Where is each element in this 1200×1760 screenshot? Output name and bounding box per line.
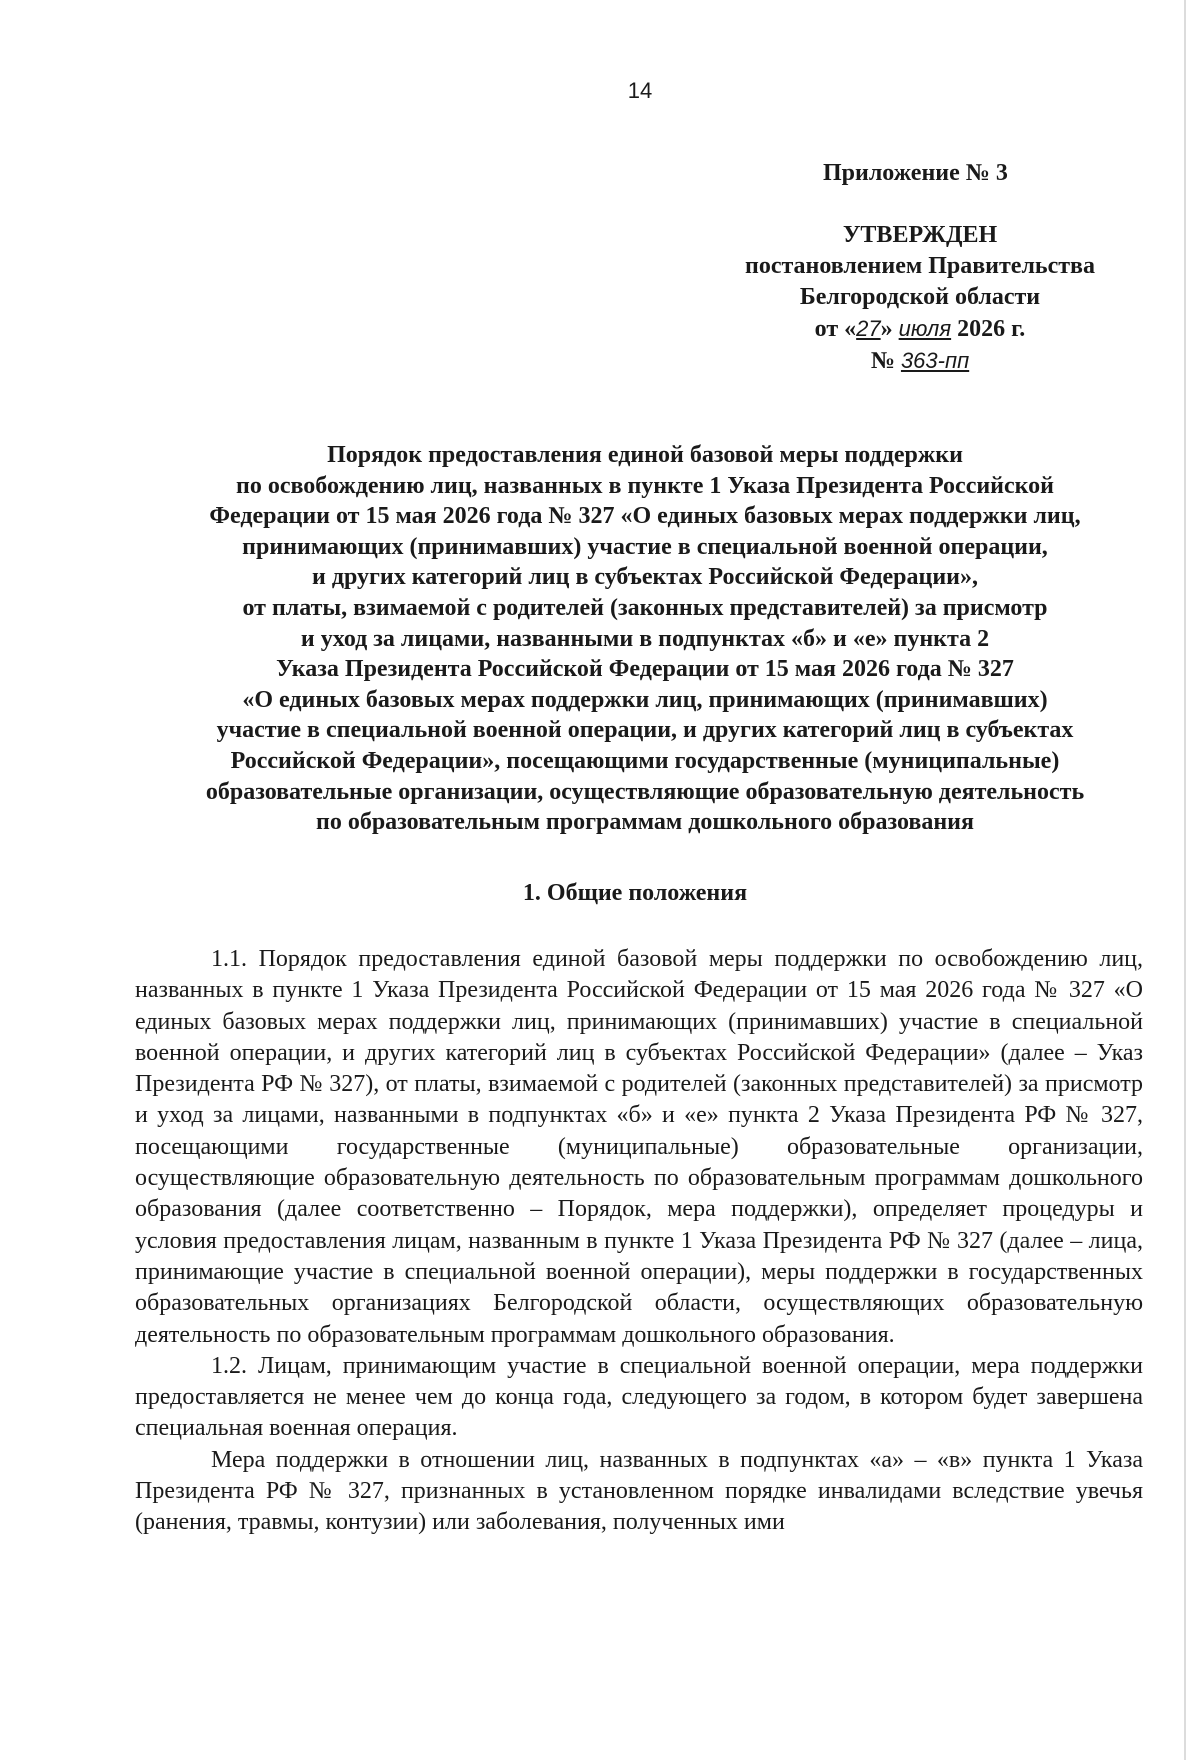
approval-block	[700, 220, 1140, 377]
title-line: участие в специальной военной операции, и других категорий лиц в субъектах	[216, 717, 1074, 744]
number-prefix: №	[870, 348, 901, 374]
title-line: по образовательным программам дошкольного образования	[316, 809, 974, 836]
title-line: по освобождению лиц, названных в пункте 1 Указа Президента Российской	[235, 472, 1054, 499]
body-paragraph: 1.2. Лицам, принимающим участие в специальной военной операции, мера поддержки предоставляется не менее чем до конца года, следующего за годом, в котором будет завершена специальная военная операция.	[135, 1352, 1143, 1442]
approval-number	[700, 345, 1140, 377]
document-title	[120, 440, 1170, 838]
title-line: Порядок предоставления единой базовой меры поддержки	[327, 442, 963, 468]
approval-line-2: Белгородской области	[799, 284, 1041, 310]
number-value: 363-пп	[900, 348, 970, 373]
approval-heading: УТВЕРЖДЕН	[842, 222, 998, 248]
document-body	[135, 944, 1143, 1539]
title-line: и уход за лицами, названными в подпунктах «б» и «е» пункта 2	[300, 625, 990, 652]
section-heading: 1. Общие положения	[522, 880, 748, 906]
title-line: Указа Президента Российской Федерации от 15 мая 2026 года № 327	[276, 656, 1014, 683]
title-line: образовательные организации, осуществляющие образовательную деятельность	[205, 778, 1085, 805]
title-line: «О единых базовых мерах поддержки лиц, принимающих (принимавших)	[242, 686, 1048, 713]
title-line: Федерации от 15 мая 2026 года № 327 «О единых базовых мерах поддержки лиц,	[209, 503, 1081, 530]
title-line: Российской Федерации», посещающими государственные (муниципальные)	[230, 747, 1060, 774]
appendix-label: Приложение № 3	[823, 160, 1008, 186]
title-line: от платы, взимаемой с родителей (законных представителей) за присмотр	[242, 594, 1048, 621]
date-suffix: 2026 г.	[951, 316, 1026, 342]
scan-edge-line	[1184, 0, 1186, 1760]
date-month: июля	[898, 316, 952, 341]
approval-date	[700, 313, 1140, 345]
date-prefix: от «	[814, 316, 857, 342]
approval-line-1: постановлением Правительства	[744, 253, 1095, 279]
date-mid: »	[880, 316, 899, 342]
body-paragraph: 1.1. Порядок предоставления единой базовой меры поддержки по освобождению лиц, названных в пункте 1 Указа Президента Российской Федерации от 15 мая 2026 года № 327 «О единых базовых мерах поддержки лиц, принимающих (принимавших) участие в специальной военной операции, и других категорий лиц в субъектах Российской Федерации» (далее – Указ Президента РФ № 327), от платы, взимаемой с родителей (законных представителей) за присмотр и уход за лицами, названными в подпунктах «б» и «е» пункта 2 Указа Президента РФ № 327, посещающими государственные (муниципальные) образовательные организации, осуществляющие образовательную деятельность по образовательным программам дошкольного образования (далее соответственно – Порядок, мера поддержки), определяет процедуры и условия предоставления лицам, названным в пункте 1 Указа Президента РФ № 327 (далее – лица, принимающие участие в специальной военной операции), меры поддержки в государственных образовательных организациях Белгородской области, осуществляющих образовательную деятельность по образовательным программам дошкольного образования.	[135, 946, 1143, 1348]
date-day: 27	[856, 316, 881, 341]
title-line: и других категорий лиц в субъектах Российской Федерации»,	[312, 564, 978, 591]
page-number: 14	[627, 78, 653, 103]
title-line: принимающих (принимавших) участие в специальной военной операции,	[242, 533, 1048, 560]
body-paragraph: Мера поддержки в отношении лиц, названных в подпунктах «а» – «в» пункта 1 Указа Президента РФ № 327, признанных в установленном порядке инвалидами вследствие увечья (ранения, травмы, контузии) или заболевания, полученных ими	[135, 1446, 1143, 1536]
